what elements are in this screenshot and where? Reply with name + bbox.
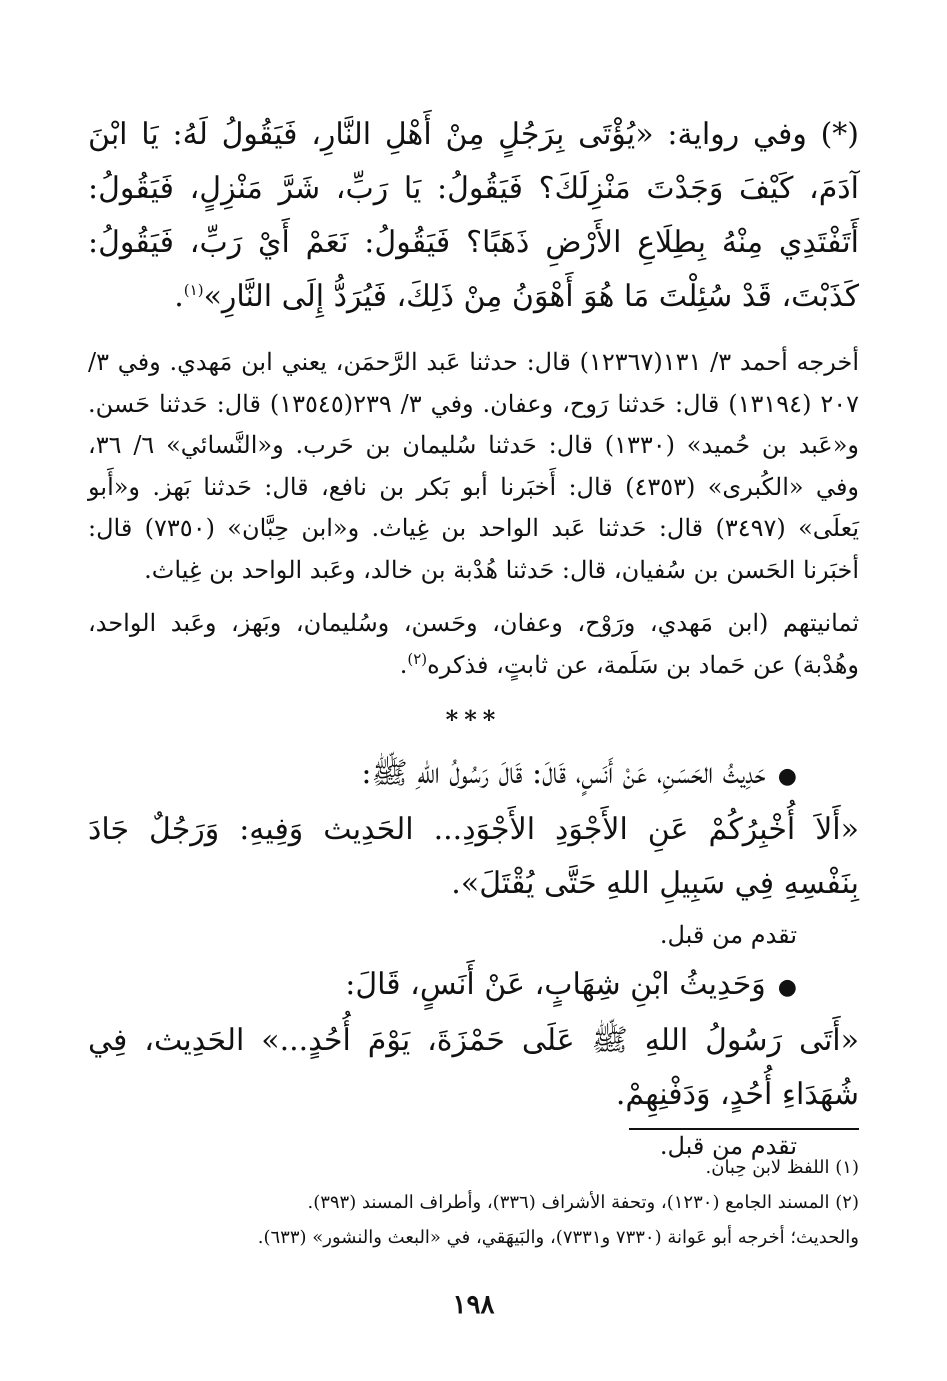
cross-reference-note-1: تقدم من قبل. — [659, 921, 797, 949]
hadith-variant-text: (*) وفي رواية: «يُؤْتَى بِرَجُلٍ مِنْ أَهْلِ النَّارِ، فَيَقُولُ لَهُ: يَا ابْنَ آدَمَ، كَيْفَ وَجَدْتَ مَنْزِلَكَ؟ فَيَقُولُ: يَا رَبِّ، شَرَّ مَنْزِلٍ، فَيَقُولُ: أَتَفْتَدِي مِنْهُ بِطِلَاعِ الأَرْضِ ذَهَبًا؟ فَيَقُولُ: نَعَمْ أَيْ رَبِّ، فَيَقُولُ: كَذَبْتَ، قَدْ سُئِلْتَ مَا هُوَ أَهْوَنُ مِنْ ذَلِكَ، فَيُرَدُّ إِلَى النَّارِ» — [88, 117, 859, 314]
cross-reference-note-2: تقدم من قبل. — [659, 1132, 797, 1160]
footnotes — [88, 1150, 859, 1255]
bullet-icon: ● — [777, 975, 797, 1000]
hadith-heading-1 — [88, 748, 859, 803]
takhrij-paragraph: أخرجه أحمد ٣/ ١٣١(١٢٣٦٧) قال: حدثنا عَبد الرَّحمَن، يعني ابن مَهدي. وفي ٣/ ٢٠٧ (١٣١٩٤) قال: حَدثنا رَوح، وعفان. وفي ٣/ ٢٣٩(١٣٥٤٥) قال: حَدثنا حَسن. و«عَبد بن حُميد» (١٣٣٠) قال: حَدثنا سُليمان بن حَرب. و«النَّسائي» ٦/ ٣٦، وفي «الكُبرى» (٤٣٥٣) قال: أَخبَرنا أبو بَكر بن نافع، قال: حَدثنا بَهز. و«أَبو يَعلَى» (٣٤٩٧) قال: حَدثنا عَبد الواحد بن غِياث. و«ابن حِبَّان» (٧٣٥٠) قال: أخبَرنا الحَسن بن سُفيان، قال: حَدثنا هُدْبة بن خالد، وعَبد الواحد بن غِياث. — [88, 348, 860, 584]
hadith-heading-1-text: حَدِيثُ الحَسَنِ، عَنْ أَنَسٍ، قَالَ: قَالَ رَسُولُ اللهِ ﷺ: — [361, 756, 766, 791]
isnad-end: . — [399, 650, 408, 679]
footnote-ref-1: (١) — [183, 281, 204, 299]
footnote-2: (٢) المسند الجامع (١٢٣٠)، وتحفة الأشراف (٣٣٦)، وأطراف المسند (٣٩٣). — [307, 1192, 859, 1213]
section-divider: *** — [445, 705, 502, 734]
isnad-paragraph — [88, 603, 859, 686]
page-number: ١٩٨ — [452, 1290, 495, 1320]
footnote-2-continuation: والحديث؛ أخرجه أبو عَوانة (٧٣٣٠ و٧٣٣١)، والبَيهَقي، في «البعث والنشور» (٦٣٣). — [257, 1227, 859, 1248]
hadith-variant-end: . — [174, 279, 184, 314]
footnote-separator — [629, 1128, 859, 1130]
hadith-heading-2 — [88, 959, 859, 1014]
footnote-ref-2: (٢) — [407, 649, 428, 668]
isnad-text: ثمانيتهم (ابن مَهدي، ورَوْح، وعفان، وحَسن، وسُليمان، وبَهز، وعَبد الواحد، وهُدْبة) عن حَماد بن سَلَمة، عن ثابتٍ، فذكره — [88, 609, 859, 679]
bullet-icon: ● — [777, 764, 797, 789]
footnote-1: (١) اللفظ لابن حِبان. — [705, 1157, 859, 1178]
hadith-variant-paragraph — [88, 108, 859, 324]
hadith-heading-2-text: وَحَدِيثُ ابْنِ شِهَابٍ، عَنْ أَنَسٍ، قَالَ: — [345, 967, 766, 1002]
main-text — [88, 108, 859, 1170]
hadith-quote-2: «أَتَى رَسُولُ اللهِ ﷺ عَلَى حَمْزَةَ، يَوْمَ أُحُدٍ...» الحَدِيث، فِي شُهَدَاءِ أُحُدٍ، وَدَفْنِهِمْ. — [88, 1023, 859, 1112]
hadith-quote-1: «أَلاَ أُخْبِرُكُمْ عَنِ الأَجْوَدِ الأَجْوَدِ... الحَدِيث وَفِيهِ: وَرَجُلٌ جَادَ بِنَفْسِهِ فِي سَبِيلِ اللهِ حَتَّى يُقْتَلَ». — [88, 812, 859, 901]
